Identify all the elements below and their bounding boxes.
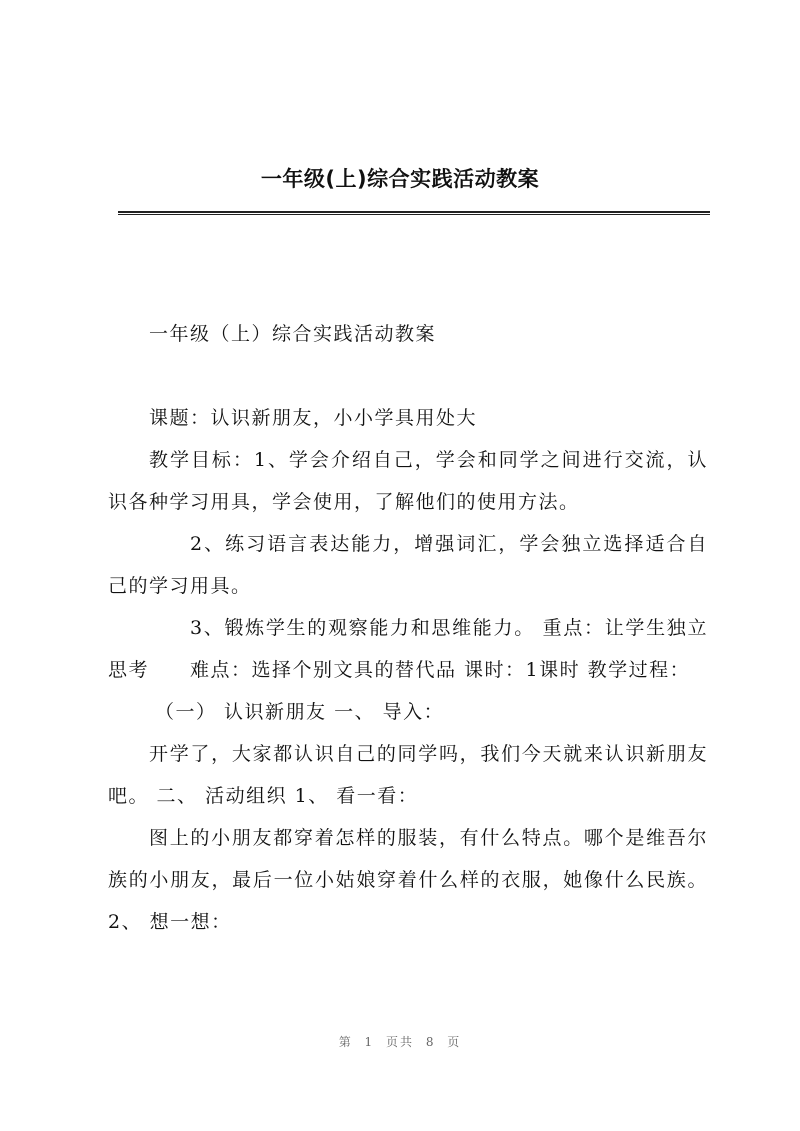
header-divider [118, 211, 710, 215]
observe-paragraph: 图上的小朋友都穿着怎样的服装，有什么特点。哪个是维吾尔族的小朋友，最后一位小姑娘穿着什么样的衣服，她像什么民族。 2、 想一想： [108, 827, 708, 933]
document-body [108, 313, 708, 943]
section-heading-1: （一） 认识新朋友 一、 导入： [155, 701, 445, 723]
teaching-goal-1: 教学目标：1、学会介绍自己，学会和同学之间进行交流，认识各种学习用具，学会使用，了解他们的使用方法。 [108, 449, 708, 513]
header-title: 一年级(上)综合实践活动教案 [260, 167, 540, 191]
teaching-goal-3: 3、锻炼学生的观察能力和思维能力。 重点：让学生独立思考 难点：选择个别文具的替代品 课时：1课时 教学过程： [108, 617, 708, 681]
intro-paragraph: 开学了，大家都认识自己的同学吗，我们今天就来认识新朋友吧。 二、 活动组织 1、 看一看： [108, 743, 708, 807]
lesson-topic: 课题：认识新朋友，小小学具用处大 [149, 407, 478, 429]
page-footer: 第 1 页共 8 页 [338, 1035, 462, 1049]
document-title: 一年级（上）综合实践活动教案 [149, 323, 437, 345]
teaching-goal-2: 2、练习语言表达能力，增强词汇，学会独立选择适合自己的学习用具。 [108, 533, 708, 597]
